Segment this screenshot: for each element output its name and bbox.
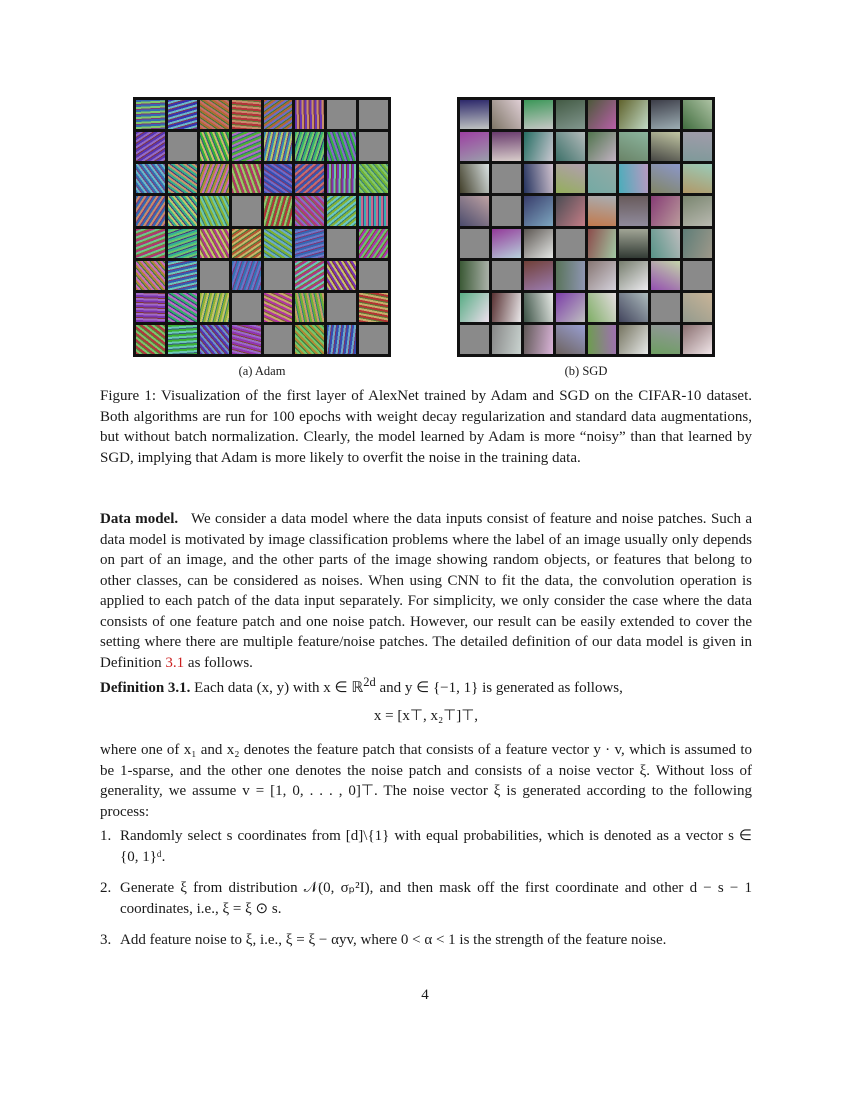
- filter-cell: [295, 325, 324, 354]
- filter-cell: [359, 132, 388, 161]
- display-equation: x = [x⊤, x₂⊤]⊤,: [373, 708, 479, 724]
- filter-cell: [359, 229, 388, 258]
- filter-cell: [492, 293, 521, 322]
- filter-cell: [556, 100, 585, 129]
- filter-cell: [619, 196, 648, 225]
- filter-cell: [524, 261, 553, 290]
- filter-cell: [295, 261, 324, 290]
- figure-caption: Figure 1: Visualization of the first layer of AlexNet trained by Adam and SGD on the CIFAR-10 dataset. Both algorithms are run for 100 epochs with weight decay regularization and standard data augmentations, but without batch normalization. Clearly, the model learned by Adam is more “noisy” than that learned by SGD, implying that Adam is more likely to overfit the noise in the training data.: [100, 388, 752, 466]
- list-item-text: Randomly select s coordinates from [d]\{1} with equal probabilities, which is denoted as a vector s ∈ {0, 1}ᵈ.: [120, 828, 752, 865]
- filter-cell: [359, 293, 388, 322]
- data-model-tail: as follows.: [187, 654, 253, 671]
- filter-cell: [683, 325, 712, 354]
- filter-cell: [556, 261, 585, 290]
- filter-cell: [651, 293, 680, 322]
- filter-cell: [327, 229, 356, 258]
- filter-cell: [524, 325, 553, 354]
- filter-cell: [200, 229, 229, 258]
- filter-cell: [460, 325, 489, 354]
- filter-cell: [327, 100, 356, 129]
- definition-superscript: 2d: [363, 675, 376, 689]
- filter-cell: [136, 132, 165, 161]
- filter-cell: [359, 325, 388, 354]
- filter-cell: [524, 164, 553, 193]
- list-item-text: Add feature noise to ξ, i.e., ξ = ξ − αyv, where 0 < α < 1 is the strength of the feature noise.: [120, 932, 667, 948]
- filter-cell: [232, 325, 261, 354]
- filter-cell: [460, 164, 489, 193]
- filter-cell: [651, 325, 680, 354]
- filter-cell: [460, 132, 489, 161]
- filter-cell: [359, 100, 388, 129]
- filter-cell: [492, 196, 521, 225]
- filter-cell: [168, 164, 197, 193]
- definition-lead: Each data (x, y) with x ∈ ℝ: [194, 680, 364, 696]
- filter-cell: [168, 293, 197, 322]
- filter-cell: [524, 229, 553, 258]
- filter-cell: [264, 196, 293, 225]
- filter-cell: [524, 100, 553, 129]
- subcaption-adam: (a) Adam: [238, 364, 286, 378]
- filter-cell: [651, 261, 680, 290]
- filter-cell: [683, 100, 712, 129]
- filter-cell: [200, 100, 229, 129]
- filter-cell: [524, 196, 553, 225]
- filter-cell: [136, 196, 165, 225]
- filter-cell: [327, 325, 356, 354]
- filter-cell: [588, 100, 617, 129]
- filter-cell: [264, 229, 293, 258]
- filter-cell: [295, 100, 324, 129]
- definition-heading: Definition 3.1.: [100, 680, 191, 696]
- filter-cell: [460, 261, 489, 290]
- filter-cell: [619, 164, 648, 193]
- filter-cell: [359, 164, 388, 193]
- filter-cell: [683, 164, 712, 193]
- filter-cell: [556, 229, 585, 258]
- filter-cell: [588, 293, 617, 322]
- filter-cell: [683, 229, 712, 258]
- filter-cell: [556, 196, 585, 225]
- definition-reference-link[interactable]: 3.1: [165, 654, 185, 671]
- filter-cell: [619, 325, 648, 354]
- filter-cell: [295, 196, 324, 225]
- filter-cell: [492, 132, 521, 161]
- list-item: [100, 826, 752, 867]
- filter-cell: [295, 229, 324, 258]
- filter-cell: [327, 293, 356, 322]
- filter-cell: [619, 132, 648, 161]
- filter-cell: [264, 132, 293, 161]
- filter-cell: [264, 100, 293, 129]
- filter-cell: [588, 164, 617, 193]
- filter-cell: [588, 229, 617, 258]
- filter-cell: [460, 293, 489, 322]
- filter-cell: [168, 196, 197, 225]
- filter-cell: [556, 164, 585, 193]
- filter-cell: [200, 132, 229, 161]
- filter-cell: [327, 261, 356, 290]
- filter-cell: [492, 229, 521, 258]
- filter-cell: [619, 261, 648, 290]
- filter-cell: [264, 293, 293, 322]
- filter-cell: [264, 261, 293, 290]
- definition-paragraph: [100, 672, 752, 699]
- filter-cell: [136, 325, 165, 354]
- filter-cell: [588, 196, 617, 225]
- filter-cell: [492, 100, 521, 129]
- filter-cell: [492, 261, 521, 290]
- list-item: [100, 930, 752, 951]
- filter-cell: [232, 261, 261, 290]
- data-model-heading: Data model.: [100, 511, 179, 527]
- filter-cell: [588, 261, 617, 290]
- filter-cell: [651, 100, 680, 129]
- list-item: [100, 878, 752, 919]
- filter-cell: [651, 132, 680, 161]
- filter-cell: [264, 164, 293, 193]
- filter-cell: [232, 196, 261, 225]
- filter-cell: [556, 132, 585, 161]
- filter-cell: [200, 196, 229, 225]
- filter-cell: [619, 293, 648, 322]
- list-item-number: 1.: [100, 828, 112, 844]
- filter-cell: [232, 229, 261, 258]
- filter-cell: [136, 293, 165, 322]
- filter-cell: [524, 132, 553, 161]
- filter-cell: [683, 293, 712, 322]
- filter-cell: [295, 293, 324, 322]
- subcaption-sgd: (b) SGD: [564, 364, 608, 378]
- list-item-number: 3.: [100, 932, 112, 948]
- filter-cell: [588, 132, 617, 161]
- page-number: 4: [421, 987, 429, 1003]
- filter-cell: [295, 164, 324, 193]
- figure-adam-filters: [133, 97, 391, 357]
- filter-cell: [492, 164, 521, 193]
- filter-cell: [327, 196, 356, 225]
- data-model-paragraph: [100, 509, 752, 673]
- filter-cell: [232, 100, 261, 129]
- filter-cell: [200, 164, 229, 193]
- filter-cell: [136, 229, 165, 258]
- filter-cell: [619, 100, 648, 129]
- filter-cell: [460, 229, 489, 258]
- list-item-text: Generate ξ from distribution 𝒩(0, σₚ²I), and then mask off the first coordinate and other d − s − 1 coordinates, i.e., ξ = ξ ⊙ s.: [120, 880, 752, 917]
- filter-cell: [651, 229, 680, 258]
- filter-cell: [556, 325, 585, 354]
- filter-cell: [683, 132, 712, 161]
- filter-cell: [683, 261, 712, 290]
- filter-cell: [200, 261, 229, 290]
- filter-cell: [136, 261, 165, 290]
- filter-cell: [200, 293, 229, 322]
- filter-cell: [136, 100, 165, 129]
- filter-cell: [327, 164, 356, 193]
- filter-cell: [168, 132, 197, 161]
- filter-cell: [359, 196, 388, 225]
- filter-cell: [683, 196, 712, 225]
- filter-cell: [168, 325, 197, 354]
- filter-cell: [200, 325, 229, 354]
- figure-sgd-filters: [457, 97, 715, 357]
- filter-cell: [232, 164, 261, 193]
- filter-cell: [264, 325, 293, 354]
- filter-cell: [460, 100, 489, 129]
- filter-cell: [232, 132, 261, 161]
- definition-mid: and y ∈ {−1, 1} is generated as follows,: [375, 680, 623, 696]
- filter-cell: [651, 164, 680, 193]
- filter-cell: [327, 132, 356, 161]
- filter-cell: [524, 293, 553, 322]
- filter-cell: [651, 196, 680, 225]
- filter-cell: [460, 196, 489, 225]
- filter-cell: [136, 164, 165, 193]
- filter-cell: [588, 325, 617, 354]
- filter-cell: [232, 293, 261, 322]
- filter-cell: [168, 261, 197, 290]
- definition-explanation: where one of x₁ and x₂ denotes the feature patch that consists of a feature vector y · v, which is assumed to be 1-sparse, and the other one denotes the noise patch and consists of a noise vector ξ. Without loss of generality, we assume v = [1, 0, . . . , 0]⊤. The noise vector ξ is generated according to the following process:: [100, 742, 752, 820]
- filter-cell: [295, 132, 324, 161]
- filter-cell: [556, 293, 585, 322]
- filter-cell: [168, 100, 197, 129]
- list-item-number: 2.: [100, 880, 112, 896]
- data-model-body: We consider a data model where the data inputs consist of feature and noise patches. Such a data model is motivated by image classification problems where the label of an image usually only depends on part of an image, and the other parts of the image showing random objects, or features that belong to other classes, can be considered as noises. When using CNN to fit the data, the convolution operation is applied to each patch of the data input separately. For simplicity, we only consider the case where the data consists of one feature patch and one noise patch. However, our result can be easily extended to cover the setting where there are multiple feature/noise patches. The detailed definition of our data model is given in Definition: [100, 511, 752, 671]
- filter-cell: [619, 229, 648, 258]
- filter-cell: [359, 261, 388, 290]
- filter-cell: [168, 229, 197, 258]
- filter-cell: [492, 325, 521, 354]
